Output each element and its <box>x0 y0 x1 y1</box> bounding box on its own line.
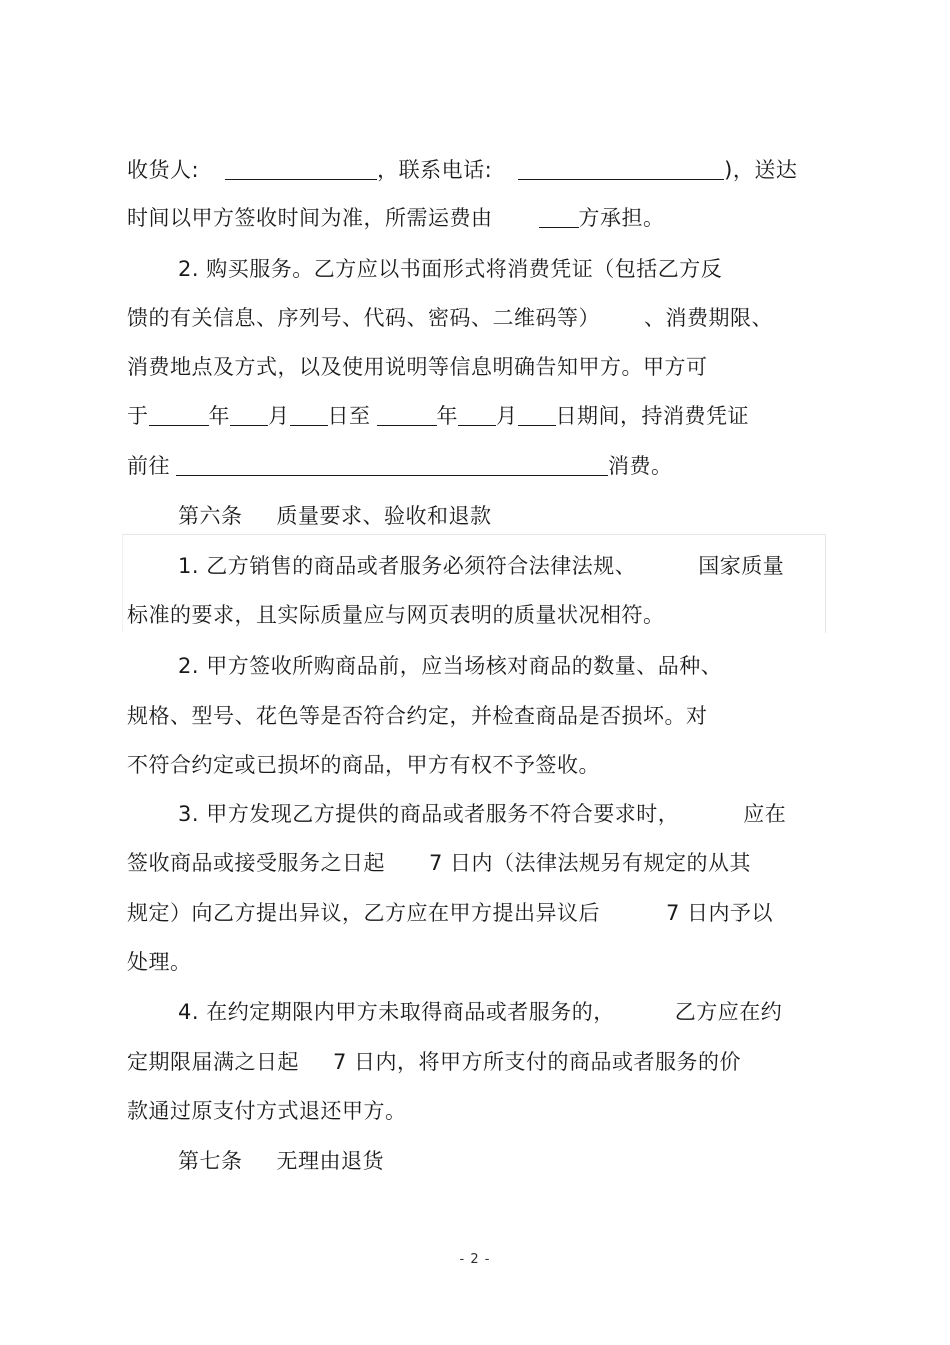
location-blank[interactable] <box>176 453 608 476</box>
line-consignee: 收货人: ，联系电话: )，送达 <box>127 158 798 182</box>
start-year-blank[interactable] <box>149 403 209 426</box>
line-refund-2: 定期限届满之日起 7 日内，将甲方所支付的商品或者服务的价 <box>127 1050 742 1074</box>
end-day-blank[interactable] <box>518 403 556 426</box>
line-inspection-1: 2. 甲方签收所购商品前，应当场核对商品的数量、品种、 <box>178 654 723 678</box>
end-year-blank[interactable] <box>377 403 437 426</box>
page-number: - 2 - <box>459 1252 491 1267</box>
line-service-location: 前往 消费。 <box>127 454 673 478</box>
article-7-heading: 第七条 无理由退货 <box>178 1149 384 1173</box>
start-day-blank[interactable] <box>290 403 328 426</box>
line-objection-1: 3. 甲方发现乙方提供的商品或者服务不符合要求时， 应在 <box>178 802 787 826</box>
line-objection-3: 规定）向乙方提出异议，乙方应在甲方提出异议后 7 日内予以 <box>127 901 774 925</box>
line-service-period: 于 年 月 日至 年 月 日期间，持消费凭证 <box>127 404 749 428</box>
line-service-1: 2. 购买服务。乙方应以书面形式将消费凭证（包括乙方反 <box>178 257 723 281</box>
line-objection-4: 处理。 <box>127 950 192 974</box>
line-objection-2: 签收商品或接受服务之日起 7 日内（法律法规另有规定的从其 <box>127 851 752 875</box>
line-delivery-time: 时间以甲方签收时间为准，所需运费由 方承担。 <box>127 206 665 230</box>
line-service-3: 消费地点及方式，以及使用说明等信息明确告知甲方。甲方可 <box>127 355 708 379</box>
line-service-2: 馈的有关信息、序列号、代码、密码、二维码等） 、消费期限、 <box>127 306 773 330</box>
end-month-blank[interactable] <box>458 403 496 426</box>
start-month-blank[interactable] <box>230 403 268 426</box>
line-refund-1: 4. 在约定期限内甲方未取得商品或者服务的， 乙方应在约 <box>178 1000 783 1024</box>
freight-party-blank[interactable] <box>539 205 579 228</box>
line-quality-1: 1. 乙方销售的商品或者服务必须符合法律法规、 国家质量 <box>178 554 785 578</box>
article-6-heading: 第六条 质量要求、验收和退款 <box>178 504 492 528</box>
line-refund-3: 款通过原支付方式退还甲方。 <box>127 1099 407 1123</box>
line-inspection-2: 规格、型号、花色等是否符合约定，并检查商品是否损坏。对 <box>127 704 708 728</box>
line-inspection-3: 不符合约定或已损坏的商品，甲方有权不予签收。 <box>127 753 600 777</box>
phone-blank[interactable] <box>518 157 724 180</box>
line-quality-2: 标准的要求，且实际质量应与网页表明的质量状况相符。 <box>127 603 665 627</box>
consignee-blank[interactable] <box>225 157 377 180</box>
